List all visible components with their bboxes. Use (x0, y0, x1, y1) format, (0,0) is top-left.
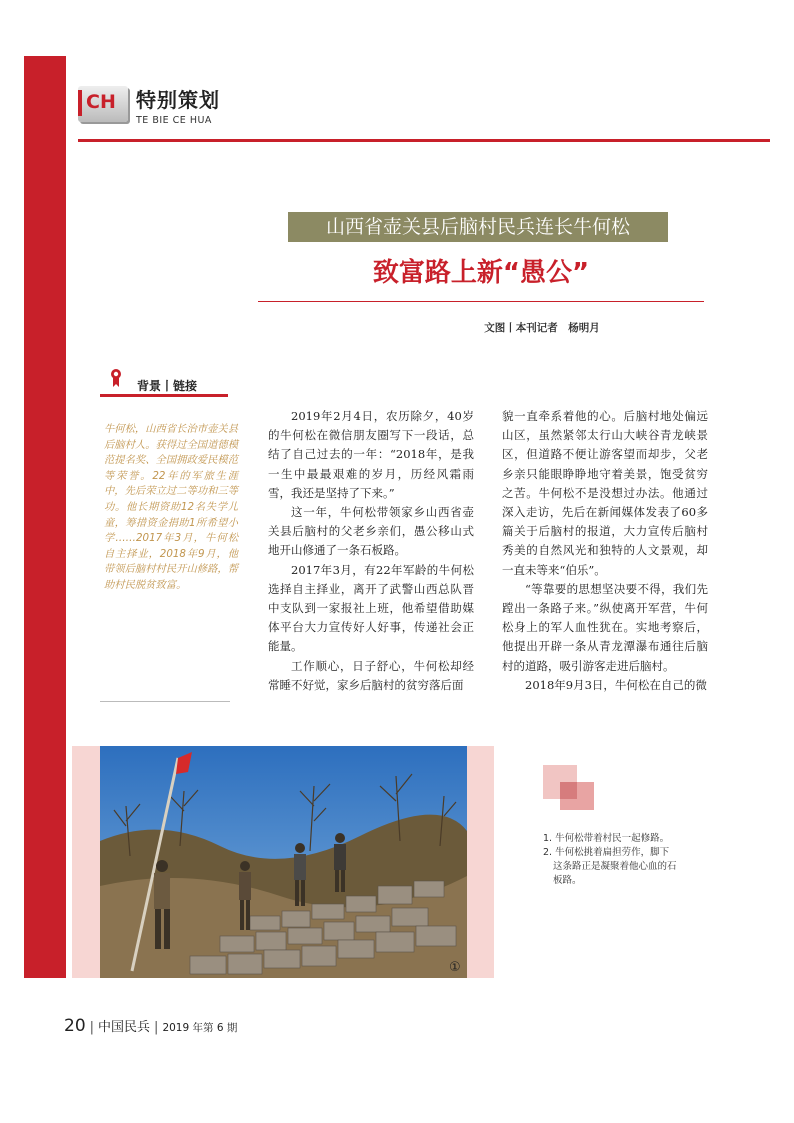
magazine-name: 中国民兵 (98, 1020, 151, 1035)
headline-rule (258, 301, 704, 302)
page-footer: 20 | 中国民兵 | 2019 年第 6 期 (64, 1016, 238, 1036)
paragraph: 2017年3月，有22年军龄的牛何松选择自主择业，离开了武警山西总队晋中支队到一家报社上班，他希望借助媒体平台大力宣传好人好事，传递社会正能量。 (268, 562, 474, 654)
sidebar-text: 牛何松，山西省长治市壶关县后脑村人。获得过全国道德模范提名奖、全国拥政爱民模范等荣誉。22年的军旅生涯中，先后荣立过二等功和三等功。他长期资助12名失学儿童，筹措资金捐助1所希望小学……2017年3月，牛何松自主择业，2018年9月，他带领后脑村村民开山修路，帮助村民脱贫致富。 (104, 423, 238, 591)
sidebar-bottom-rule (100, 701, 230, 702)
header-rule (78, 139, 770, 142)
road-building-photo (100, 746, 467, 978)
decorative-square (560, 782, 577, 799)
caption-line: 板路。 (553, 875, 582, 886)
ribbon-icon (110, 368, 122, 388)
paragraph: “等靠要的思想坚决要不得，我们先蹚出一条路子来。”纵使离开军营，牛何松身上的军人血性犹在。实地考察后，他提出开辟一条从青龙潭瀑布通往后脑村的道路，吸引游客走进后脑村。 (502, 581, 708, 673)
photo-captions (543, 832, 723, 888)
paragraph: 工作顺心，日子舒心，牛何松却经常睡不好觉，家乡后脑村的贫穷落后面 (268, 658, 474, 692)
paragraph: 2018年9月3日，牛何松在自己的微 (525, 677, 707, 692)
red-margin-bar (24, 56, 66, 978)
article-kicker: 山西省壶关县后脑村民兵连长牛何松 (288, 212, 668, 242)
caption-line: 1. 牛何松带着村民一起修路。 (543, 833, 670, 844)
article-byline: 文图丨本刊记者 杨明月 (484, 322, 600, 334)
body-column-2 (502, 407, 708, 709)
page-number: 20 (64, 1016, 86, 1036)
sidebar-rule (100, 394, 228, 397)
caption-line: 这条路正是凝聚着他心血的石 (553, 861, 677, 872)
sidebar-label: 背景丨链接 (137, 379, 198, 393)
paragraph: 这一年，牛何松带领家乡山西省壶关县后脑村的父老乡亲们，愚公移山式地开山修通了一条石板路。 (268, 505, 474, 558)
paragraph: 2019年2月4日，农历除夕，40岁的牛何松在微信朋友圈写下一段话，总结了自己过去的一年：“2018年，是我一生中最最艰难的岁月，历经风霜雨雪，我还是坚持了下来。” (268, 409, 474, 500)
photo-number: ① (449, 960, 461, 975)
section-subtitle: TE BIE CE HUA (136, 115, 212, 126)
issue-label: 2019 年第 6 期 (162, 1022, 238, 1034)
article-headline: 致富路上新“愚公” (372, 258, 590, 288)
caption-line: 2. 牛何松挑着扁担劳作，脚下 (543, 847, 670, 858)
section-title: 特别策划 (136, 88, 220, 112)
body-column-1 (268, 407, 474, 709)
paragraph: 貌一直牵系着他的心。后脑村地处偏远山区，虽然紧邻太行山大峡谷青龙峡景区，但道路不便让游客望而却步，父老乡亲只能眼睁睁地守着美景，饱受贫穷之苦。牛何松不是没想过办法。他通过深入走访，先后在新闻媒体发表了60多篇关于后脑村的报道，大力宣传后脑村秀美的自然风光和独特的人文景观，却一直未等来“伯乐”。 (502, 409, 708, 577)
section-logo (78, 86, 128, 122)
section-logo-text: CH (86, 91, 116, 113)
